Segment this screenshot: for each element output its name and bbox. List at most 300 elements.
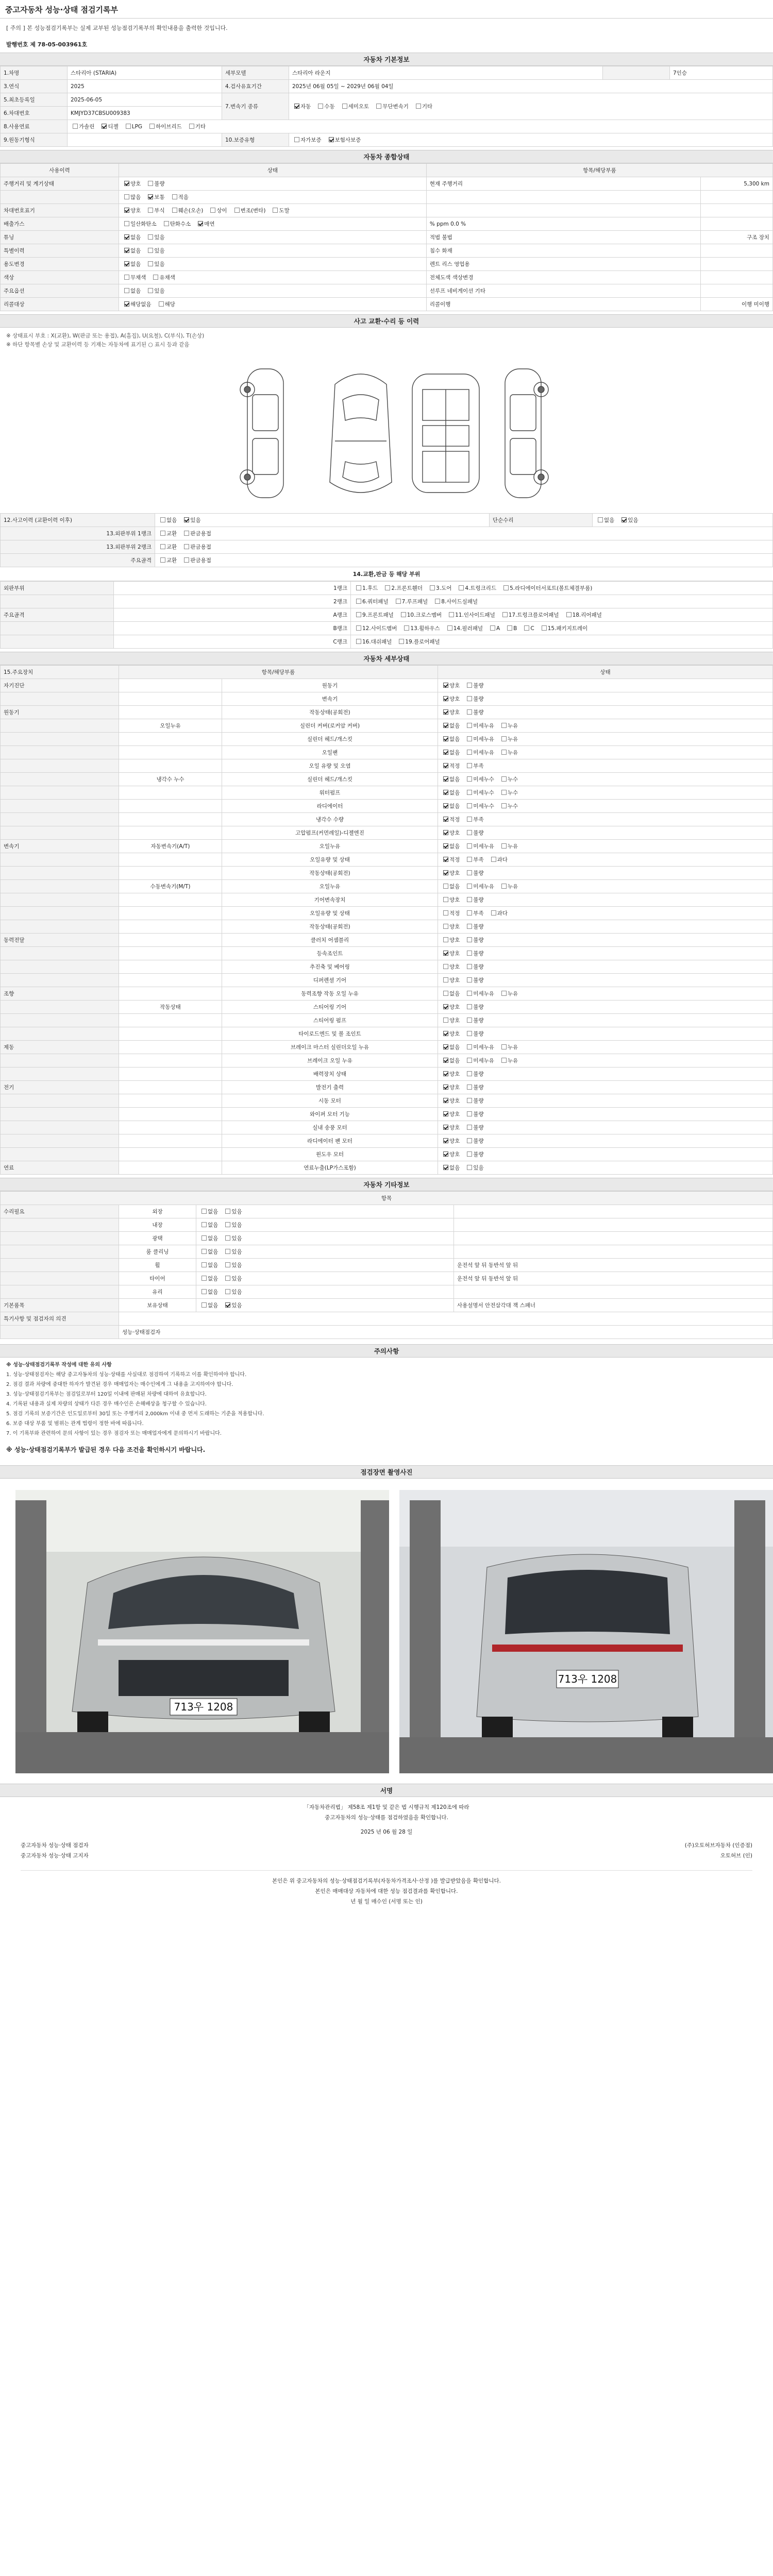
parts-items: 1.후드 2.프론트휀더 3.도어 4.트렁크리드 5.라디에이터서포트(볼트체결부품) — [351, 582, 773, 595]
checkbox — [198, 221, 203, 226]
checkbox — [467, 991, 472, 996]
detail-state — [438, 733, 773, 746]
notice-list — [0, 1358, 773, 1442]
detail-row — [1, 733, 773, 746]
sign-block — [0, 1797, 773, 1912]
car-frame-icon — [412, 374, 479, 493]
detail-part: 시동 모터 — [222, 1094, 438, 1108]
overall-label: 주요옵션 — [1, 284, 119, 298]
other-part: 유리 — [119, 1285, 196, 1299]
detail-state — [438, 1148, 773, 1161]
detail-group — [1, 773, 119, 786]
overall-state — [119, 258, 427, 271]
checkbox — [376, 104, 381, 109]
detail-part: 변속기 — [222, 692, 438, 706]
option-label: 부족 — [473, 857, 484, 863]
note-item: 2. 점검 결과 차량에 중대한 하자가 발견된 경우 매매업자는 매수인에게 그 내용을 고지하여야 합니다. — [6, 1382, 233, 1387]
checkbox — [443, 1111, 448, 1116]
other-part: 내장 — [119, 1218, 196, 1232]
checkbox — [148, 234, 153, 240]
detail-part: 실린더 커버(로커암 커버) — [222, 719, 438, 733]
option-label: 없음 — [208, 1222, 219, 1228]
checkbox — [467, 1031, 472, 1036]
option-label: 변조(변타) — [240, 208, 266, 214]
detail-part: 오일누유 — [222, 840, 438, 853]
section-overall: 자동차 종합상태 — [0, 150, 773, 163]
overall-label — [1, 191, 119, 204]
checkbox — [201, 1222, 207, 1227]
other-state — [196, 1285, 454, 1299]
option-label: 누유 — [507, 843, 518, 850]
option-label: 미세누수 — [473, 790, 494, 796]
option-label: 양호 — [130, 208, 141, 214]
detail-state — [438, 1014, 773, 1027]
checkbox — [149, 124, 155, 129]
detail-state — [438, 692, 773, 706]
detail-state — [438, 840, 773, 853]
detail-part: 추진축 및 베어링 — [222, 960, 438, 974]
detail-group — [1, 974, 119, 987]
option-label: 양호 — [449, 924, 460, 930]
option-label: 미세누유 — [473, 884, 494, 890]
option-label: 부족 — [473, 817, 484, 823]
detail-row — [1, 786, 773, 800]
option-label: 양호 — [449, 1084, 460, 1091]
parts-items: 12.사이드멤버 13.휠하우스 14.필러패널 A B C 15.패키지트레이 — [351, 622, 773, 635]
warranty-options — [289, 133, 773, 147]
checkbox — [443, 843, 448, 849]
checkbox — [148, 288, 153, 293]
checkbox — [443, 1165, 448, 1170]
checkbox — [491, 857, 496, 862]
detail-sub: 오일누유 — [119, 719, 222, 733]
detail-sub — [119, 706, 222, 719]
option-label: 기타 — [422, 104, 433, 110]
checkbox — [210, 208, 215, 213]
option-label: 양호 — [130, 181, 141, 187]
basic-label: 5.최초등록일 — [1, 93, 68, 107]
option-label: 유채색 — [159, 275, 175, 281]
parts-rank: C랭크 — [114, 635, 351, 649]
option-label: 없음 — [166, 517, 177, 523]
overall-label: 차대번호표기 — [1, 204, 119, 217]
checkbox — [160, 531, 165, 536]
option-label: 불량 — [473, 1125, 484, 1131]
other-group — [1, 1218, 119, 1232]
accident-label: 13.외판부위 2랭크 — [1, 540, 155, 554]
notice-text: [ 주의 ] 본 성능점검기록부는 실제 교부된 성능점검기록부의 확인내용을 출력한 것입니다. — [6, 25, 228, 31]
other-extra: 운전석 앞 뒤 동반석 앞 뒤 — [454, 1272, 773, 1285]
accident-state — [155, 540, 773, 554]
checkbox — [329, 137, 334, 142]
checkbox — [225, 1289, 230, 1294]
detail-part: 실린더 헤드/개스킷 — [222, 773, 438, 786]
checkbox — [401, 612, 406, 617]
detail-row — [1, 1121, 773, 1134]
note-item: 1. 성능·상태점검자는 해당 중고자동차의 성능·상태를 사실대로 점검하여 기록하고 이를 확인하여야 합니다. — [6, 1372, 247, 1378]
detail-part: 오일 유량 및 오염 — [222, 759, 438, 773]
checkbox — [501, 1058, 507, 1063]
overall-label: 튜닝 — [1, 231, 119, 244]
detail-part: 와이퍼 모터 기능 — [222, 1108, 438, 1121]
detail-row — [1, 960, 773, 974]
other-group — [1, 1259, 119, 1272]
option-label: 미세누유 — [473, 723, 494, 729]
document-title: 중고자동차 성능·상태 점검기록부 — [0, 0, 773, 19]
detail-part: 브레이크 마스터 실린더오일 누유 — [222, 1041, 438, 1054]
detail-sub — [119, 800, 222, 813]
checkbox — [225, 1276, 230, 1281]
checkbox — [160, 557, 165, 563]
other-part: 보유상태 — [119, 1299, 196, 1312]
detail-head: 항목/해당부품 — [119, 666, 438, 679]
detail-row — [1, 719, 773, 733]
option-label: 불량 — [473, 870, 484, 876]
detail-group — [1, 800, 119, 813]
option-label: 없음 — [208, 1249, 219, 1255]
checkbox — [124, 208, 129, 213]
overall-note: 렌트 리스 영업용 — [426, 258, 700, 271]
option-label: 누유 — [507, 1044, 518, 1050]
car-year: 2025 — [68, 80, 222, 93]
detail-group: 원동기 — [1, 706, 119, 719]
detail-sub — [119, 692, 222, 706]
checkbox — [201, 1262, 207, 1267]
other-state — [196, 1218, 454, 1232]
checkbox — [443, 951, 448, 956]
overall-label: 색상 — [1, 271, 119, 284]
checkbox — [467, 1044, 472, 1049]
detail-part: 클러치 어셈블리 — [222, 934, 438, 947]
checkbox — [467, 1058, 472, 1063]
other-extra: 사용설명서 안전삼각대 잭 스패너 — [454, 1299, 773, 1312]
detail-sub — [119, 974, 222, 987]
checkbox — [443, 897, 448, 902]
option-label: 불량 — [473, 964, 484, 970]
detail-row — [1, 692, 773, 706]
parts-group — [1, 595, 114, 608]
checkbox — [443, 964, 448, 969]
option-label: 판금용접 — [190, 531, 211, 537]
overall-state — [119, 204, 427, 217]
option-label: 양호 — [449, 897, 460, 903]
option-label: 교환 — [166, 531, 177, 537]
detail-row — [1, 893, 773, 907]
checkbox — [467, 1165, 472, 1170]
parts-rank: B랭크 — [114, 622, 351, 635]
detail-state — [438, 1108, 773, 1121]
note-item: 6. 보증 대상 부품 및 범위는 관계 법령이 정한 바에 따릅니다. — [6, 1421, 144, 1427]
detail-head: 15.주요장치 — [1, 666, 119, 679]
detail-group — [1, 1108, 119, 1121]
option-label: 가솔린 — [79, 124, 95, 130]
option-label: 불량 — [473, 1111, 484, 1117]
other-extra — [454, 1285, 773, 1299]
detail-group — [1, 1014, 119, 1027]
detail-group: 연료 — [1, 1161, 119, 1175]
detail-row — [1, 1001, 773, 1014]
option-label: 일산화탄소 — [130, 221, 157, 227]
checkbox — [356, 612, 361, 617]
accident-table — [0, 513, 773, 567]
checkbox — [443, 776, 448, 782]
detail-part: 워터펌프 — [222, 786, 438, 800]
accident-state — [155, 514, 490, 527]
checkbox — [443, 924, 448, 929]
detail-state — [438, 1121, 773, 1134]
detail-row — [1, 867, 773, 880]
option-label: 양호 — [449, 830, 460, 836]
detail-sub — [119, 1054, 222, 1067]
other-part: 광택 — [119, 1232, 196, 1245]
detail-state — [438, 1041, 773, 1054]
parts-items: 16.대쉬패널 19.플로어패널 — [351, 635, 773, 649]
checkbox — [443, 870, 448, 875]
detail-state — [438, 880, 773, 893]
option-label: 누수 — [507, 790, 518, 796]
detail-part: 실린더 헤드/개스킷 — [222, 733, 438, 746]
detail-sub — [119, 1148, 222, 1161]
checkbox — [435, 599, 440, 604]
detail-sub — [119, 960, 222, 974]
option-label: 상이 — [216, 208, 227, 214]
detail-group — [1, 960, 119, 974]
basic-label: 10.보증유형 — [222, 133, 289, 147]
option-label: 적정 — [449, 857, 460, 863]
car-left-side-icon — [240, 369, 283, 498]
detail-group — [1, 853, 119, 867]
photo-row — [0, 1479, 773, 1773]
legend-line: ※ 상태표시 부호 : X(교환), W(판금 또는 용접), A(흠집), U(요철), C(부식), T(손상) — [6, 333, 205, 339]
checkbox — [443, 1018, 448, 1023]
checkbox — [430, 585, 435, 590]
sign-role: 중고자동차 성능·상태 고지자 — [21, 1853, 89, 1859]
option-label: 양호 — [449, 870, 460, 876]
checkbox — [542, 625, 547, 631]
detail-part: 기어변속장치 — [222, 893, 438, 907]
other-extra — [454, 1245, 773, 1259]
overall-state — [119, 271, 427, 284]
detail-table — [0, 665, 773, 1175]
overall-state — [119, 231, 427, 244]
parts-row — [1, 622, 773, 635]
basic-label: 7.변속기 종류 — [222, 93, 289, 120]
detail-state — [438, 719, 773, 733]
option-label: 교환 — [166, 557, 177, 564]
checkbox — [201, 1276, 207, 1281]
option-label: 없음 — [208, 1276, 219, 1282]
checkbox — [491, 910, 496, 916]
note-item: 7. 이 기록부와 관련하여 문의 사항이 있는 경우 점검자 또는 매매업자에게 문의하시기 바랍니다. — [6, 1431, 222, 1436]
option-label: 없음 — [449, 1058, 460, 1064]
option-label: 불량 — [473, 1031, 484, 1037]
checkbox — [159, 301, 164, 307]
detail-group: 전기 — [1, 1081, 119, 1094]
basic-label: 4.검사유효기간 — [222, 80, 289, 93]
checkbox — [318, 104, 323, 109]
checkbox — [467, 1111, 472, 1116]
checkbox — [502, 612, 508, 617]
checkbox — [467, 1125, 472, 1130]
other-part: 룸 클리닝 — [119, 1245, 196, 1259]
car-top-icon — [330, 374, 392, 493]
checkbox — [467, 937, 472, 942]
option-label: 있음 — [154, 261, 165, 267]
checkbox — [501, 1044, 507, 1049]
option-label: 하이브리드 — [156, 124, 182, 130]
overall-row — [1, 177, 773, 191]
accident-legend — [0, 328, 773, 353]
option-label: 없음 — [449, 884, 460, 890]
detail-group — [1, 826, 119, 840]
detail-state — [438, 934, 773, 947]
option-label: 자가보증 — [300, 137, 322, 143]
checkbox — [443, 830, 448, 835]
option-label: 불량 — [473, 1098, 484, 1104]
option-label: 불량 — [473, 709, 484, 716]
option-label: 세미오토 — [348, 104, 369, 110]
overall-value — [701, 271, 773, 284]
option-label: 양호 — [449, 1151, 460, 1158]
detail-group: 자기진단 — [1, 679, 119, 692]
checkbox — [443, 884, 448, 889]
parts-group — [1, 622, 114, 635]
overall-state — [119, 217, 427, 231]
detail-sub — [119, 826, 222, 840]
vin: KMJYD37CBSU009383 — [68, 107, 222, 120]
other-group — [1, 1272, 119, 1285]
simple-repair-state — [593, 514, 773, 527]
option-label: 판금용접 — [190, 544, 211, 550]
detail-part: 실내 송풍 모터 — [222, 1121, 438, 1134]
detail-row — [1, 947, 773, 960]
other-extra — [454, 1205, 773, 1218]
checkbox — [443, 803, 448, 808]
option-label: 있음 — [231, 1262, 242, 1268]
checkbox — [443, 763, 448, 768]
overall-note: 리콜이행 — [426, 298, 700, 311]
checkbox — [443, 1004, 448, 1009]
first-registration: 2025-06-05 — [68, 93, 222, 107]
other-group — [1, 1245, 119, 1259]
overall-head: 항목/해당부품 — [426, 164, 772, 177]
overall-note: 전체도색 색상변경 — [426, 271, 700, 284]
other-row — [1, 1232, 773, 1245]
section-photo: 점검장면 촬영사진 — [0, 1465, 773, 1479]
option-label: 누유 — [507, 723, 518, 729]
other-row — [1, 1285, 773, 1299]
detail-part: 연료누출(LP가스포함) — [222, 1161, 438, 1175]
checkbox — [225, 1302, 230, 1308]
option-label: 없음 — [130, 261, 141, 267]
detail-state — [438, 746, 773, 759]
checkbox — [443, 857, 448, 862]
detail-sub — [119, 920, 222, 934]
checkbox — [404, 625, 409, 631]
vehicle-diagram — [0, 353, 773, 513]
detail-row — [1, 907, 773, 920]
option-label: 없음 — [449, 776, 460, 783]
option-label: 매연 — [204, 221, 215, 227]
checkbox — [443, 736, 448, 741]
inspection-validity: 2025년 06월 05일 ~ 2029년 06월 04일 — [289, 80, 773, 93]
detail-state — [438, 893, 773, 907]
option-label: 불량 — [473, 897, 484, 903]
option-label: 적정 — [449, 910, 460, 917]
section-basic-info: 자동차 기본정보 — [0, 53, 773, 66]
checkbox — [124, 221, 129, 226]
checkbox — [342, 104, 347, 109]
buyer-signature: 년 월 일 매수인 (서명 또는 인) — [350, 1899, 423, 1905]
option-label: 있음 — [154, 248, 165, 254]
car-seats: 7인승 — [670, 66, 773, 80]
detail-group — [1, 907, 119, 920]
option-label: 있음 — [154, 288, 165, 294]
option-label: 미세누수 — [473, 803, 494, 809]
overall-row — [1, 284, 773, 298]
detail-sub — [119, 934, 222, 947]
option-label: 양호 — [449, 937, 460, 943]
option-label: 과다 — [497, 910, 508, 917]
option-label: 없음 — [130, 288, 141, 294]
basic-label: 3.연식 — [1, 80, 68, 93]
checkbox — [467, 843, 472, 849]
parts-group: 주요골격 — [1, 608, 114, 622]
overall-row — [1, 204, 773, 217]
detail-group — [1, 746, 119, 759]
checkbox — [225, 1235, 230, 1241]
detail-sub — [119, 1134, 222, 1148]
detail-sub — [119, 987, 222, 1001]
option-label: 적음 — [178, 194, 189, 200]
overall-label: 리콜대상 — [1, 298, 119, 311]
overall-state — [119, 284, 427, 298]
checkbox — [467, 1004, 472, 1009]
checkbox — [467, 1098, 472, 1103]
other-row — [1, 1272, 773, 1285]
detail-row — [1, 1054, 773, 1067]
detail-state — [438, 813, 773, 826]
checkbox — [124, 194, 129, 199]
option-label: 불량 — [473, 830, 484, 836]
other-part: 외장 — [119, 1205, 196, 1218]
detail-part: 오일유량 및 상태 — [222, 907, 438, 920]
option-label: 양호 — [449, 683, 460, 689]
option-label: 있음 — [154, 234, 165, 241]
checkbox — [467, 897, 472, 902]
detail-part: 고압펌프(커먼레일)-디젤엔진 — [222, 826, 438, 840]
fuel-options — [68, 120, 773, 133]
checkbox — [467, 750, 472, 755]
accident-label: 13.외판부위 1랭크 — [1, 527, 155, 540]
other-table — [0, 1191, 773, 1339]
overall-head: 사용이력 — [1, 164, 119, 177]
detail-group — [1, 1134, 119, 1148]
overall-note: 적법 불법 — [426, 231, 700, 244]
parts-row — [1, 635, 773, 649]
option-label: 부식 — [154, 208, 165, 214]
detail-part: 윈도우 모터 — [222, 1148, 438, 1161]
detail-row — [1, 934, 773, 947]
detail-state — [438, 1161, 773, 1175]
buyer-confirm: 본인은 위 중고자동차의 성능·상태점검기록부(자동차가격조사·산정 )를 발급받았음을 확인합니다. — [272, 1878, 501, 1884]
checkbox — [124, 234, 129, 240]
license-plate: 713우 1208 — [174, 1701, 233, 1713]
checkbox — [467, 1151, 472, 1157]
sign-role: 중고자동차 성능·상태 점검자 — [21, 1842, 89, 1849]
detail-group — [1, 759, 119, 773]
checkbox — [148, 248, 153, 253]
